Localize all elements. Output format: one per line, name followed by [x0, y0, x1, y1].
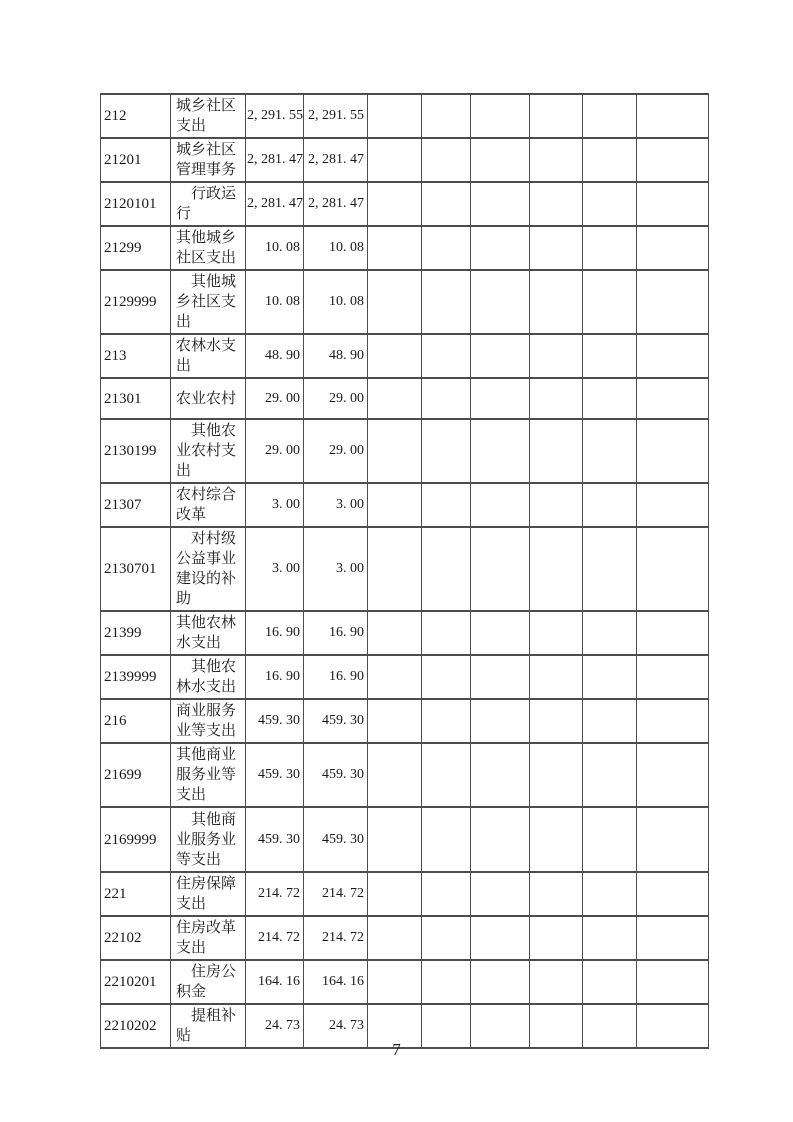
amount-cell: 214. 72: [246, 916, 304, 960]
name-cell: 城乡社区支出: [171, 94, 246, 138]
empty-cell: [471, 872, 530, 916]
empty-cell: [530, 699, 583, 743]
empty-cell: [583, 960, 637, 1004]
empty-cell: [637, 334, 709, 378]
budget-table-body: [101, 94, 709, 1048]
empty-cell: [583, 527, 637, 611]
empty-cell: [530, 94, 583, 138]
empty-cell: [583, 872, 637, 916]
empty-cell: [422, 94, 471, 138]
amount-cell: 3. 00: [304, 483, 368, 527]
empty-cell: [530, 872, 583, 916]
name-cell: 对村级公益事业建设的补助: [171, 527, 246, 611]
empty-cell: [422, 743, 471, 807]
table-row: [101, 872, 709, 916]
name-cell: 其他城乡社区支出: [171, 226, 246, 270]
amount-cell: 2, 281. 47: [246, 138, 304, 182]
empty-cell: [368, 419, 422, 483]
empty-cell: [583, 483, 637, 527]
empty-cell: [471, 226, 530, 270]
empty-cell: [368, 872, 422, 916]
name-cell: 农业农村: [171, 378, 246, 419]
empty-cell: [422, 270, 471, 334]
amount-cell: 459. 30: [246, 807, 304, 872]
empty-cell: [637, 699, 709, 743]
amount-cell: 10. 08: [246, 270, 304, 334]
amount-cell: 16. 90: [246, 611, 304, 655]
empty-cell: [637, 419, 709, 483]
empty-cell: [637, 527, 709, 611]
table-row: [101, 270, 709, 334]
amount-cell: 214. 72: [246, 872, 304, 916]
amount-cell: 10. 08: [304, 270, 368, 334]
empty-cell: [368, 743, 422, 807]
empty-cell: [530, 419, 583, 483]
empty-cell: [368, 94, 422, 138]
empty-cell: [471, 378, 530, 419]
code-cell: 2210202: [101, 1004, 171, 1048]
empty-cell: [422, 699, 471, 743]
code-cell: 2120101: [101, 182, 171, 226]
name-cell: 其他商业服务业等支出: [171, 807, 246, 872]
empty-cell: [471, 138, 530, 182]
table-row: [101, 807, 709, 872]
table-row: [101, 419, 709, 483]
table-row: [101, 226, 709, 270]
empty-cell: [368, 960, 422, 1004]
amount-cell: 214. 72: [304, 872, 368, 916]
name-cell: 住房公积金: [171, 960, 246, 1004]
empty-cell: [637, 483, 709, 527]
code-cell: 2130199: [101, 419, 171, 483]
amount-cell: 29. 00: [304, 419, 368, 483]
empty-cell: [471, 94, 530, 138]
empty-cell: [637, 960, 709, 1004]
empty-cell: [583, 655, 637, 699]
amount-cell: 164. 16: [304, 960, 368, 1004]
empty-cell: [637, 182, 709, 226]
empty-cell: [583, 138, 637, 182]
empty-cell: [368, 226, 422, 270]
empty-cell: [368, 527, 422, 611]
empty-cell: [637, 916, 709, 960]
amount-cell: 3. 00: [246, 483, 304, 527]
code-cell: 21399: [101, 611, 171, 655]
amount-cell: 29. 00: [246, 419, 304, 483]
empty-cell: [471, 699, 530, 743]
amount-cell: 48. 90: [246, 334, 304, 378]
amount-cell: 3. 00: [304, 527, 368, 611]
empty-cell: [637, 226, 709, 270]
table-row: [101, 960, 709, 1004]
empty-cell: [530, 378, 583, 419]
code-cell: 2139999: [101, 655, 171, 699]
amount-cell: 48. 90: [304, 334, 368, 378]
empty-cell: [530, 916, 583, 960]
empty-cell: [637, 94, 709, 138]
amount-cell: 29. 00: [246, 378, 304, 419]
empty-cell: [471, 270, 530, 334]
table-row: [101, 334, 709, 378]
name-cell: 住房保障支出: [171, 872, 246, 916]
table-row: [101, 94, 709, 138]
amount-cell: 214. 72: [304, 916, 368, 960]
empty-cell: [583, 270, 637, 334]
name-cell: 提租补贴: [171, 1004, 246, 1048]
amount-cell: 2, 281. 47: [246, 182, 304, 226]
amount-cell: 2, 291. 55: [304, 94, 368, 138]
empty-cell: [422, 226, 471, 270]
budget-table: [100, 93, 709, 1049]
empty-cell: [530, 182, 583, 226]
code-cell: 21307: [101, 483, 171, 527]
empty-cell: [583, 807, 637, 872]
code-cell: 21299: [101, 226, 171, 270]
empty-cell: [530, 527, 583, 611]
amount-cell: 10. 08: [304, 226, 368, 270]
empty-cell: [530, 334, 583, 378]
empty-cell: [368, 378, 422, 419]
empty-cell: [471, 527, 530, 611]
code-cell: 21301: [101, 378, 171, 419]
amount-cell: 459. 30: [304, 699, 368, 743]
amount-cell: 24. 73: [246, 1004, 304, 1048]
amount-cell: 3. 00: [246, 527, 304, 611]
table-row: [101, 611, 709, 655]
empty-cell: [530, 611, 583, 655]
empty-cell: [368, 807, 422, 872]
empty-cell: [583, 743, 637, 807]
empty-cell: [583, 334, 637, 378]
empty-cell: [422, 960, 471, 1004]
empty-cell: [368, 334, 422, 378]
table-row: [101, 527, 709, 611]
empty-cell: [583, 611, 637, 655]
empty-cell: [530, 483, 583, 527]
amount-cell: 16. 90: [304, 611, 368, 655]
empty-cell: [422, 138, 471, 182]
empty-cell: [471, 419, 530, 483]
empty-cell: [637, 807, 709, 872]
empty-cell: [471, 743, 530, 807]
empty-cell: [368, 138, 422, 182]
table-row: [101, 655, 709, 699]
amount-cell: 459. 30: [246, 743, 304, 807]
empty-cell: [471, 182, 530, 226]
empty-cell: [471, 483, 530, 527]
empty-cell: [530, 270, 583, 334]
amount-cell: 16. 90: [304, 655, 368, 699]
name-cell: 农林水支出: [171, 334, 246, 378]
empty-cell: [422, 378, 471, 419]
empty-cell: [583, 699, 637, 743]
name-cell: 行政运行: [171, 182, 246, 226]
name-cell: 住房改革支出: [171, 916, 246, 960]
code-cell: 22102: [101, 916, 171, 960]
amount-cell: 16. 90: [246, 655, 304, 699]
empty-cell: [637, 378, 709, 419]
table-row: [101, 699, 709, 743]
amount-cell: 24. 73: [304, 1004, 368, 1048]
empty-cell: [471, 807, 530, 872]
name-cell: 其他商业服务业等支出: [171, 743, 246, 807]
code-cell: 221: [101, 872, 171, 916]
empty-cell: [530, 807, 583, 872]
table-row: [101, 182, 709, 226]
code-cell: 21699: [101, 743, 171, 807]
empty-cell: [530, 655, 583, 699]
empty-cell: [637, 872, 709, 916]
name-cell: 其他城乡社区支出: [171, 270, 246, 334]
name-cell: 城乡社区管理事务: [171, 138, 246, 182]
amount-cell: 2, 281. 47: [304, 138, 368, 182]
code-cell: 2210201: [101, 960, 171, 1004]
empty-cell: [368, 699, 422, 743]
amount-cell: 459. 30: [304, 807, 368, 872]
name-cell: 农村综合改革: [171, 483, 246, 527]
empty-cell: [637, 655, 709, 699]
empty-cell: [422, 872, 471, 916]
amount-cell: 164. 16: [246, 960, 304, 1004]
empty-cell: [637, 138, 709, 182]
page-number: 7: [392, 1040, 401, 1059]
empty-cell: [471, 960, 530, 1004]
empty-cell: [422, 182, 471, 226]
empty-cell: [368, 182, 422, 226]
empty-cell: [471, 655, 530, 699]
empty-cell: [368, 270, 422, 334]
empty-cell: [471, 916, 530, 960]
empty-cell: [583, 916, 637, 960]
code-cell: 2169999: [101, 807, 171, 872]
code-cell: 213: [101, 334, 171, 378]
empty-cell: [422, 611, 471, 655]
empty-cell: [637, 611, 709, 655]
empty-cell: [530, 743, 583, 807]
empty-cell: [422, 655, 471, 699]
code-cell: 2130701: [101, 527, 171, 611]
table-row: [101, 916, 709, 960]
name-cell: 其他农林水支出: [171, 655, 246, 699]
empty-cell: [368, 611, 422, 655]
empty-cell: [583, 226, 637, 270]
empty-cell: [530, 138, 583, 182]
empty-cell: [422, 334, 471, 378]
code-cell: 216: [101, 699, 171, 743]
empty-cell: [583, 419, 637, 483]
table-row: [101, 138, 709, 182]
empty-cell: [368, 483, 422, 527]
empty-cell: [583, 94, 637, 138]
empty-cell: [422, 916, 471, 960]
amount-cell: 2, 291. 55: [246, 94, 304, 138]
amount-cell: 10. 08: [246, 226, 304, 270]
empty-cell: [422, 483, 471, 527]
empty-cell: [422, 807, 471, 872]
empty-cell: [530, 226, 583, 270]
table-row: [101, 378, 709, 419]
empty-cell: [422, 527, 471, 611]
name-cell: 其他农林水支出: [171, 611, 246, 655]
code-cell: 21201: [101, 138, 171, 182]
empty-cell: [637, 743, 709, 807]
empty-cell: [583, 378, 637, 419]
table-row: [101, 743, 709, 807]
empty-cell: [637, 270, 709, 334]
empty-cell: [471, 611, 530, 655]
empty-cell: [530, 960, 583, 1004]
amount-cell: 2, 281. 47: [304, 182, 368, 226]
name-cell: 其他农业农村支出: [171, 419, 246, 483]
code-cell: 2129999: [101, 270, 171, 334]
empty-cell: [368, 655, 422, 699]
code-cell: 212: [101, 94, 171, 138]
empty-cell: [583, 182, 637, 226]
amount-cell: 29. 00: [304, 378, 368, 419]
table-row: [101, 483, 709, 527]
empty-cell: [368, 916, 422, 960]
empty-cell: [471, 334, 530, 378]
amount-cell: 459. 30: [304, 743, 368, 807]
name-cell: 商业服务业等支出: [171, 699, 246, 743]
empty-cell: [422, 419, 471, 483]
amount-cell: 459. 30: [246, 699, 304, 743]
